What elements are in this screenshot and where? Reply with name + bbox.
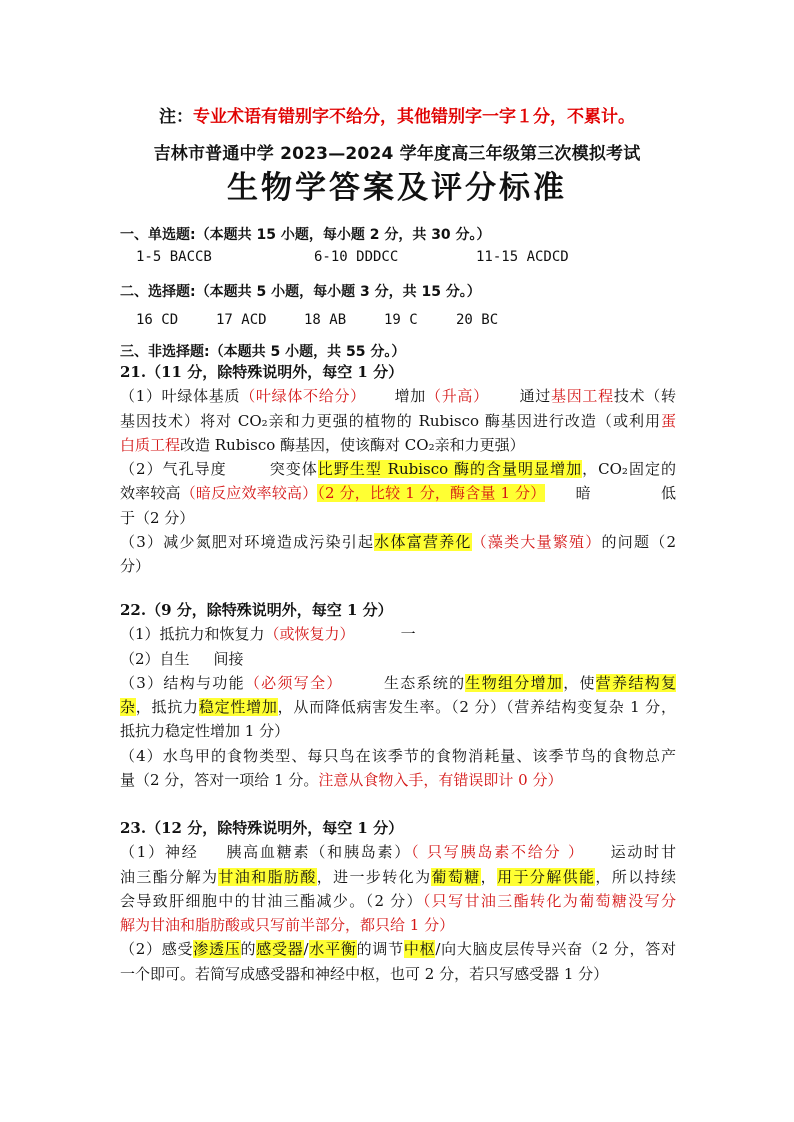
q23-part-1-line-1: （1）神经 胰高血糖素（和胰岛素）（ 只写胰岛素不给分 ） 运动时甘 [120, 843, 676, 862]
section-non-choice-heading: 三、非选择题:（本题共 5 小题，共 55 分。） [120, 344, 406, 360]
note-text: 专业术语有错别字不给分，其他错别字一字１分，不累计。 [193, 107, 635, 127]
q22-part-2: （2）自生 间接 [120, 649, 244, 668]
answer-group: 6-10 DDDCC [314, 249, 399, 265]
grading-note [0, 102, 794, 127]
answer-item: 18 AB [304, 312, 347, 328]
question-21-head: 21.（11 分，除特殊说明外，每空 1 分） [120, 363, 404, 381]
section-single-choice-heading: 一、单选题:（本题共 15 小题，每小题 2 分，共 30 分。） [120, 227, 491, 243]
q21-part-2-line-2: 效率较高（暗反应效率较高）（2 分，比较 1 分，酶含量 1 分） 暗 低 [120, 484, 676, 503]
question-22 [120, 598, 676, 792]
question-23 [120, 816, 676, 986]
answer-group: 1-5 BACCB [136, 249, 212, 265]
answer-item: 19 C [384, 312, 418, 328]
q22-part-4-line-2: 量（2 分，答对一项给 1 分。注意从食物入手，有错误即计 0 分） [120, 771, 563, 790]
q21-part-1-line-1: （1）叶绿体基质（叶绿体不给分） 增加（升高） 通过基因工程技术（转 [120, 387, 676, 406]
page-title: 生物学答案及评分标准 [227, 170, 567, 206]
answer-item: 16 CD [136, 312, 179, 328]
answer-item: 20 BC [456, 312, 499, 328]
q23-part-2-line-1: （2）感受渗透压的感受器/水平衡的调节中枢/向大脑皮层传导兴奋（2 分，答对 [120, 940, 676, 959]
q21-part-3-line-1: （3）减少氮肥对环境造成污染引起水体富营养化（藻类大量繁殖）的问题（2 [120, 533, 676, 552]
question-21 [120, 360, 676, 579]
q22-part-3-line-1: （3）结构与功能（必须写全） 生态系统的生物组分增加，使营养结构复 [120, 673, 676, 692]
q22-part-1: （1）抵抗力和恢复力（或恢复力） 一 [120, 625, 416, 644]
q21-part-2-line-1: （2）气孔导度 突变体比野生型 Rubisco 酶的含量明显增加，CO₂固定的 [120, 460, 676, 479]
q21-part-3-line-2: 分） [120, 557, 151, 576]
q23-part-2-line-2: 一个即可。若简写成感受器和神经中枢，也可 2 分，若只写感受器 1 分） [120, 964, 609, 983]
answer-item: 17 ACD [216, 312, 267, 328]
q23-part-1-line-3: 会导致肝细胞中的甘油三酯减少。（2 分）（只写甘油三酯转化为葡萄糖没写分 [120, 891, 676, 910]
answer-group: 11-15 ACDCD [476, 249, 569, 265]
q22-part-4-line-1: （4）水鸟甲的食物类型、每只鸟在该季节的食物消耗量、该季节鸟的食物总产 [120, 746, 676, 765]
q23-part-1-line-2: 油三酯分解为甘油和脂肪酸，进一步转化为葡萄糖，用于分解供能，所以持续 [120, 867, 676, 886]
q23-part-1-line-4: 解为甘油和脂肪酸或只写前半部分，都只给 1 分） [120, 916, 455, 935]
note-lead: 注： [159, 107, 193, 127]
q21-part-2-line-3: 于（2 分） [120, 508, 195, 527]
section-multi-choice-heading: 二、选择题:（本题共 5 小题，每小题 3 分，共 15 分。） [120, 284, 481, 300]
q22-part-3-line-3: 抵抗力稳定性增加 1 分） [120, 722, 290, 741]
question-22-head: 22.（9 分，除特殊说明外，每空 1 分） [120, 601, 393, 619]
q21-part-1-line-3: 白质工程改造 Rubisco 酶基因，使该酶对 CO₂亲和力更强） [120, 435, 525, 454]
q22-part-3-line-2: 杂，抵抗力稳定性增加，从而降低病害发生率。（2 分）（营养结构变复杂 1 分， [120, 698, 676, 717]
exam-subtitle: 吉林市普通中学 2023—2024 学年度高三年级第三次模拟考试 [153, 144, 641, 164]
question-23-head: 23.（12 分，除特殊说明外，每空 1 分） [120, 819, 404, 837]
q21-part-1-line-2: 基因技术）将对 CO₂亲和力更强的植物的 Rubisco 酶基因进行改造（或利用蛋 [120, 411, 676, 430]
